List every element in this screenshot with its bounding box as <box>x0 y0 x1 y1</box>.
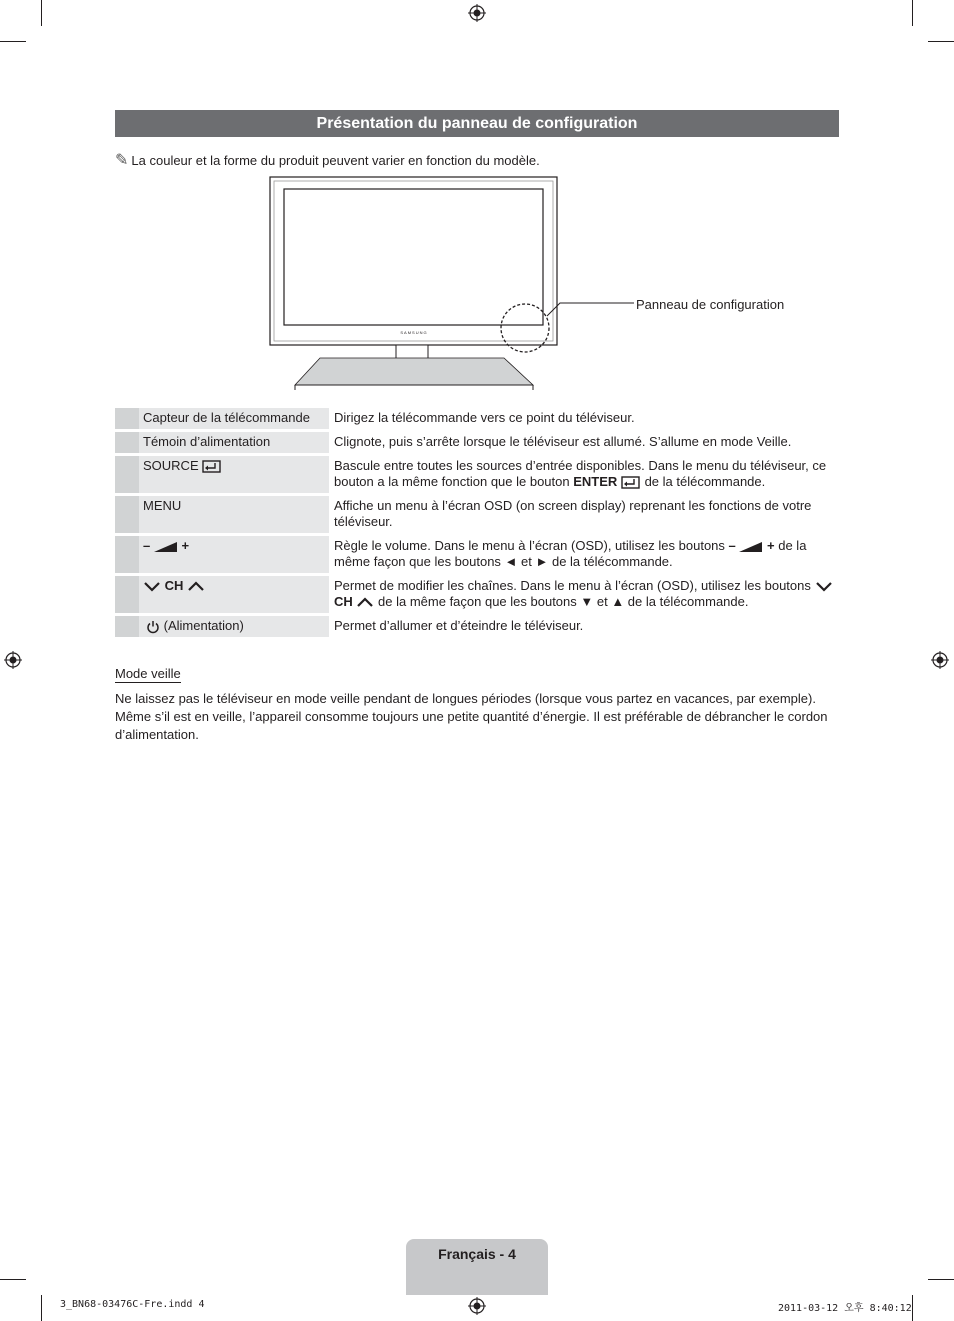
table-row <box>115 456 839 493</box>
row-marker <box>115 576 139 613</box>
row-marker <box>115 496 139 533</box>
feature-desc: Permet d’allumer et d’éteindre le téléviseur. <box>329 616 839 637</box>
pencil-note-icon: ✎ <box>115 152 129 169</box>
crop-mark <box>0 41 26 42</box>
chevron-down-icon <box>143 581 161 592</box>
crop-mark <box>41 1295 42 1321</box>
volume-icon <box>154 541 178 553</box>
feature-desc: Affiche un menu à l’écran OSD (on screen display) reprenant les fonctions de votre téléviseur. <box>329 496 839 533</box>
channel-label: CH <box>164 578 184 593</box>
source-label: SOURCE <box>143 458 199 473</box>
tv-illustration <box>260 172 640 392</box>
feature-name <box>139 456 329 493</box>
row-marker <box>115 456 139 493</box>
model-note <box>115 150 540 170</box>
feature-name <box>139 616 329 637</box>
note-text: La couleur et la forme du produit peuvent varier en fonction du modèle. <box>131 153 540 168</box>
channel-desc-ch: CH <box>334 594 353 609</box>
source-desc-a: Bascule entre toutes les sources d’entrée disponibles. Dans le menu du téléviseur, ce bouton a la même fonction que le bouton <box>334 458 827 489</box>
feature-name <box>139 536 329 573</box>
channel-desc-b: de la même façon que les boutons ▼ et ▲ de la télécommande. <box>378 594 749 609</box>
volume-icon <box>739 541 763 553</box>
feature-name: Témoin d’alimentation <box>139 432 329 453</box>
crop-mark <box>928 41 954 42</box>
registration-mark-icon <box>468 1297 486 1315</box>
table-row <box>115 408 839 429</box>
volume-desc-minus: – <box>728 538 736 553</box>
volume-minus: – <box>143 538 151 553</box>
table-row <box>115 536 839 573</box>
print-timestamp: 2011-03-12 오후 8:40:12 <box>778 1303 912 1314</box>
row-marker <box>115 616 139 637</box>
registration-mark-icon <box>4 651 22 669</box>
source-icon <box>202 460 222 473</box>
volume-desc-plus: + <box>767 538 775 553</box>
feature-name: MENU <box>139 496 329 533</box>
mode-veille-text: Ne laissez pas le téléviseur en mode veille pendant de longues périodes (lorsque vous partez en vacances, par exemple). Même s’il est en veille, l’appareil consomme toujours une petite quantité d’énergie. Il est préférable de débrancher le cordon d’alimentation. <box>115 691 828 742</box>
volume-plus: + <box>181 538 190 553</box>
crop-mark <box>912 0 913 26</box>
feature-desc: Dirigez la télécommande vers ce point du téléviseur. <box>329 408 839 429</box>
file-slug: 3_BN68-03476C-Fre.indd 4 <box>60 1299 205 1310</box>
chevron-down-icon <box>815 581 833 592</box>
power-label: (Alimentation) <box>163 618 244 633</box>
registration-mark-icon <box>468 4 486 22</box>
feature-name <box>139 576 329 613</box>
crop-mark <box>928 1279 954 1280</box>
volume-desc-b: de la même façon que les boutons ◄ et ► de la télécommande. <box>334 538 807 569</box>
feature-desc: Clignote, puis s’arrête lorsque le téléviseur est allumé. S’allume en mode Veille. <box>329 432 839 453</box>
enter-label: ENTER <box>573 474 618 489</box>
enter-icon <box>621 476 641 489</box>
source-desc-b: de la télécommande. <box>644 474 766 489</box>
feature-desc <box>329 536 839 573</box>
section-title: Présentation du panneau de configuration <box>115 110 839 137</box>
brand-logo: SAMSUNG <box>400 330 428 335</box>
table-row <box>115 432 839 453</box>
feature-desc <box>329 456 839 493</box>
feature-name: Capteur de la télécommande <box>139 408 329 429</box>
table-row <box>115 616 839 637</box>
channel-desc-a: Permet de modifier les chaînes. Dans le menu à l’écran (OSD), utilisez les boutons <box>334 578 811 593</box>
crop-mark <box>912 1295 913 1321</box>
registration-mark-icon <box>931 651 949 669</box>
volume-desc-a: Règle le volume. Dans le menu à l’écran (OSD), utilisez les boutons <box>334 538 725 553</box>
power-icon <box>146 620 160 634</box>
page-number: Français - 4 <box>438 1246 516 1262</box>
row-marker <box>115 432 139 453</box>
chevron-up-icon <box>356 597 374 608</box>
row-marker <box>115 408 139 429</box>
crop-mark <box>41 0 42 26</box>
chevron-up-icon <box>187 581 205 592</box>
crop-mark <box>0 1279 26 1280</box>
mode-veille-title: Mode veille <box>115 666 181 681</box>
row-marker <box>115 536 139 573</box>
callout-label: Panneau de configuration <box>636 297 785 312</box>
feature-desc <box>329 576 839 613</box>
feature-table <box>115 405 839 640</box>
table-row <box>115 496 839 533</box>
table-row <box>115 576 839 613</box>
